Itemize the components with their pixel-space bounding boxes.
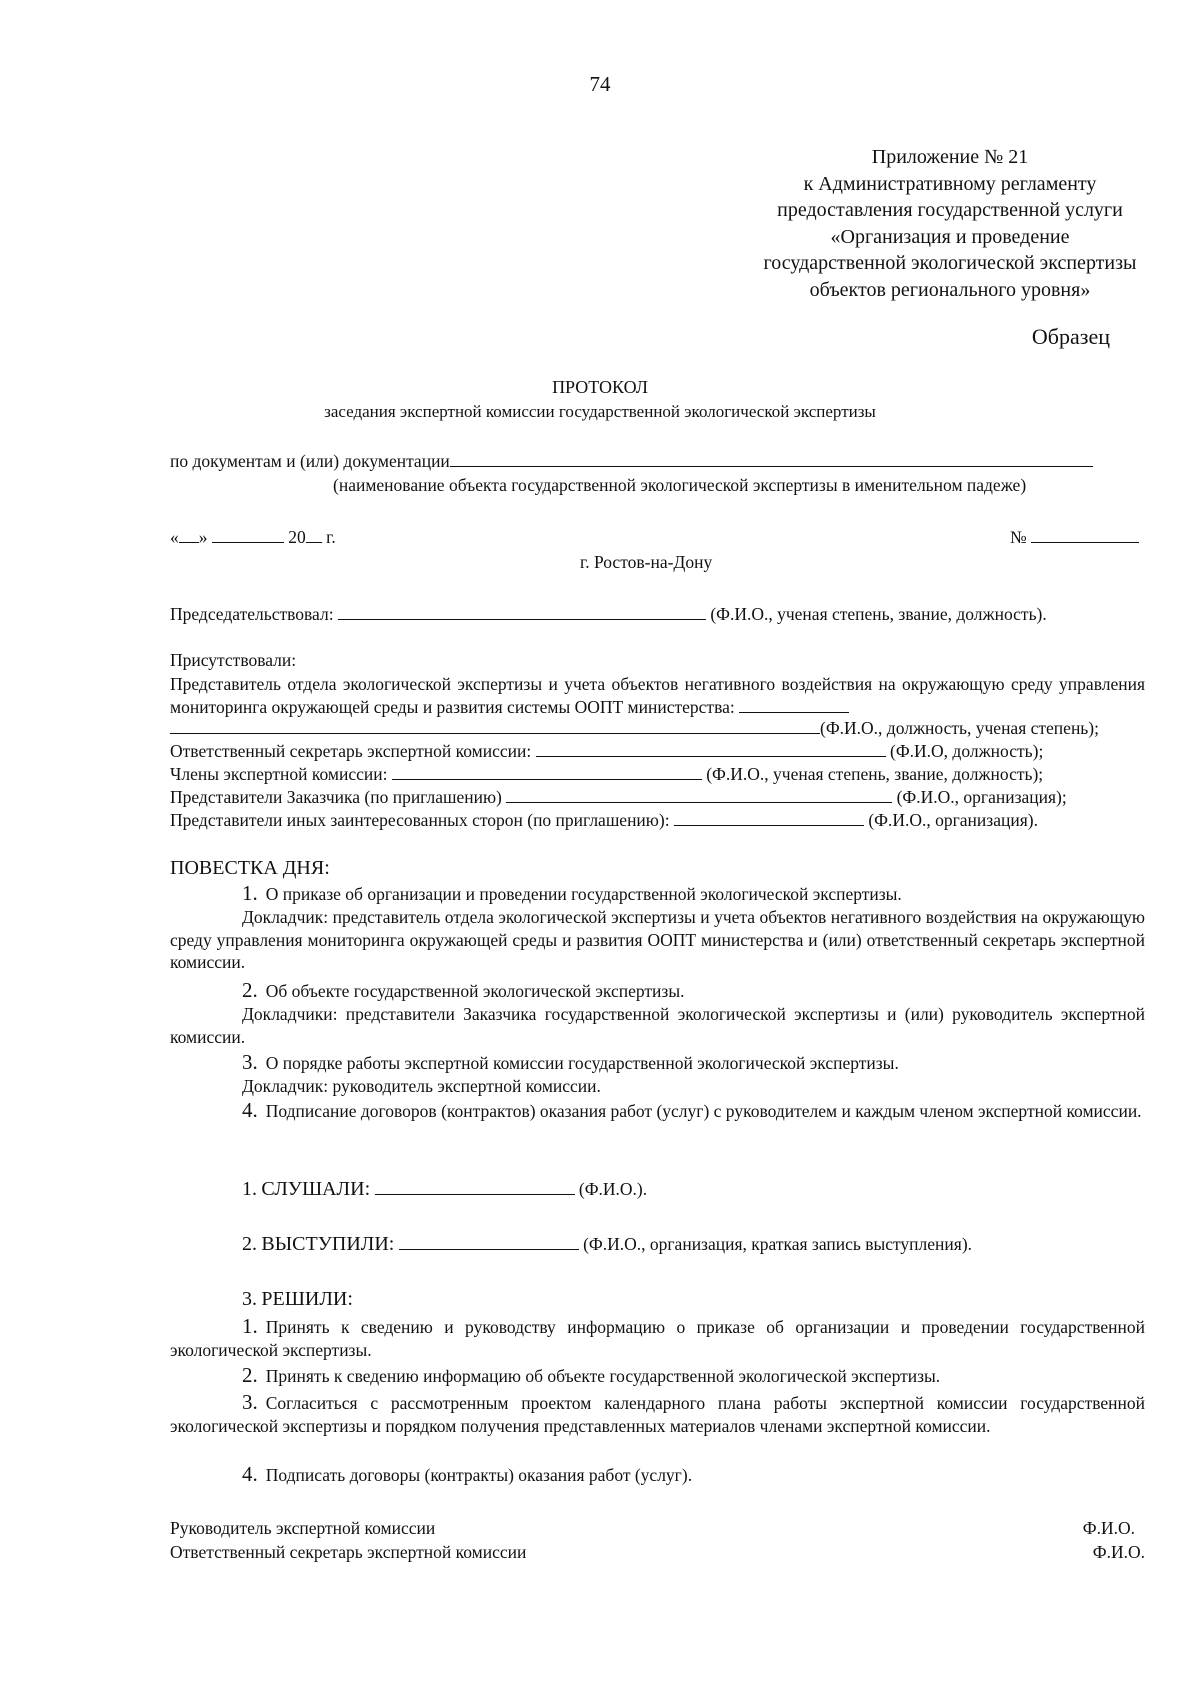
day-blank [179, 528, 199, 543]
agenda-speaker: Докладчик: руководитель экспертной комиссии. [242, 1076, 601, 1096]
number-label: № [1010, 527, 1027, 547]
customer-blank [506, 788, 892, 803]
decision-item [170, 1315, 1145, 1361]
customer-label: Представители Заказчика (по приглашению) [170, 787, 502, 807]
heard-blank [375, 1180, 575, 1195]
appendix-line: объектов регионального уровня» [809, 278, 1091, 301]
decision-text: Принять к сведению информацию об объекте государственной экологической экспертизы. [265, 1366, 941, 1386]
sample-label: Образец [1031, 324, 1110, 349]
others-hint: (Ф.И.О., организация). [868, 810, 1038, 830]
year-blank [306, 528, 322, 543]
docs-blank [450, 452, 1093, 467]
others-blank [674, 811, 864, 826]
heard-hint: (Ф.И.О.). [578, 1179, 648, 1199]
document-title: ПРОТОКОЛ [552, 377, 648, 397]
signature-role: Ответственный секретарь экспертной комиссии [170, 1542, 527, 1562]
heard-line [242, 1178, 647, 1201]
chaired-line [170, 604, 1047, 625]
decision-item [170, 1364, 1145, 1388]
date-quote-close: » [198, 527, 208, 547]
docs-hint: (наименование объекта государственной экологической экспертизы в именительном падеже) [333, 475, 1027, 495]
spoke-blank [399, 1235, 579, 1250]
agenda-heading: ПОВЕСТКА ДНЯ: [170, 857, 330, 879]
representative-blank-b [170, 719, 820, 734]
agenda-item-text: Об объекте государственной экологической экспертизы. [265, 981, 685, 1001]
agenda-item [170, 979, 1145, 1003]
decided-line [242, 1288, 353, 1311]
appendix-line: Приложение № 21 [871, 146, 1029, 168]
spoke-line [242, 1233, 972, 1256]
year-suffix: г. [326, 527, 336, 547]
heard-label: СЛУШАЛИ: [261, 1178, 371, 1200]
agenda-item [170, 1099, 1145, 1123]
customer-line [170, 787, 1067, 808]
chaired-blank [338, 605, 706, 620]
agenda-speaker: Докладчики: представители Заказчика государственной экологической экспертизы и (или) руководитель экспертной комиссии. [170, 1004, 1145, 1047]
decision-number: 2. [242, 1363, 258, 1387]
chaired-hint: (Ф.И.О., ученая степень, звание, должность). [710, 604, 1047, 624]
agenda-item-number: 2. [242, 978, 258, 1002]
appendix-line: государственной экологической экспертизы [763, 252, 1137, 274]
present-representative-text [170, 673, 1145, 719]
spoke-number: 2. [242, 1233, 257, 1255]
secretary-line [170, 741, 1043, 762]
date-line [170, 527, 336, 548]
spoke-label: ВЫСТУПИЛИ: [261, 1233, 395, 1255]
customer-hint: (Ф.И.О., организация); [896, 787, 1067, 807]
signature-role: Руководитель экспертной комиссии [170, 1518, 436, 1538]
agenda-item-text: О приказе об организации и проведении государственной экологической экспертизы. [265, 884, 902, 904]
agenda-speaker: Докладчик: представитель отдела экологической экспертизы и учета объектов негативного воздействия на окружающую среду управления мониторинга окружающей среды и развития ООПТ министерства и (или) ответственный секретарь экспертной комиссии. [170, 907, 1145, 972]
decision-text: Согласиться с рассмотренным проектом календарного плана работы экспертной комиссии государственной экологической экспертизы и порядком получения представленных материалов членами экспертной комиссии. [170, 1393, 1145, 1436]
representative-line [170, 718, 1099, 739]
agenda-item-number: 3. [242, 1050, 258, 1074]
page-number: 74 [589, 72, 611, 96]
appendix-line: «Организация и проведение [830, 225, 1070, 248]
agenda-item-text: Подписание договоров (контрактов) оказания работ (услуг) с руководителем и каждым членом экспертной комиссии. [265, 1101, 1142, 1121]
docs-line [170, 451, 1093, 472]
year-prefix: 20 [288, 527, 306, 547]
signature-row [170, 1542, 1145, 1563]
agenda-item [170, 882, 1145, 906]
document-subtitle: заседания экспертной комиссии государственной экологической экспертизы [324, 402, 876, 421]
representative-blank-a [739, 698, 849, 713]
decision-text: Принять к сведению и руководству информацию о приказе об организации и проведении государственной экологической экспертизы. [170, 1317, 1145, 1360]
decided-label: РЕШИЛИ: [261, 1288, 353, 1310]
spoke-hint: (Ф.И.О., организация, краткая запись выступления). [583, 1234, 973, 1254]
appendix-block [690, 144, 1200, 303]
secretary-label: Ответственный секретарь экспертной комиссии: [170, 741, 532, 761]
city: г. Ростов-на-Дону [580, 552, 713, 572]
decision-number: 1. [242, 1314, 258, 1338]
signature-name: Ф.И.О. [1082, 1518, 1135, 1538]
decision-text: Подписать договоры (контракты) оказания работ (услуг). [265, 1465, 693, 1485]
signature-row [170, 1518, 1145, 1539]
agenda-item-number: 1. [242, 881, 258, 905]
agenda-item-text: О порядке работы экспертной комиссии государственной экологической экспертизы. [265, 1053, 899, 1073]
others-line [170, 810, 1038, 831]
members-label: Члены экспертной комиссии: [170, 764, 388, 784]
agenda-item [170, 1051, 1145, 1075]
appendix-line: к Административному регламенту [803, 172, 1097, 195]
docs-label: по документам и (или) документации [170, 451, 450, 471]
number-line [1010, 527, 1139, 548]
appendix-line: предоставления государственной услуги [777, 199, 1123, 221]
signature-name: Ф.И.О. [1092, 1542, 1145, 1562]
date-quote-open: « [170, 527, 179, 547]
representative-text: Представитель отдела экологической экспертизы и учета объектов негативного воздействия на окружающую среду управления мониторинга окружающей среды и развития системы ООПТ министерства: [170, 674, 1145, 717]
chaired-label: Председательствовал: [170, 604, 334, 624]
decision-item [170, 1463, 1145, 1487]
members-blank [392, 765, 702, 780]
decided-number: 3. [242, 1288, 257, 1310]
agenda-item-number: 4. [242, 1098, 258, 1122]
decision-number: 3. [242, 1390, 258, 1414]
decision-number: 4. [242, 1462, 258, 1486]
representative-hint: (Ф.И.О., должность, ученая степень); [820, 718, 1099, 738]
others-label: Представители иных заинтересованных сторон (по приглашению): [170, 810, 670, 830]
secretary-blank [536, 742, 886, 757]
heard-number: 1. [242, 1178, 257, 1200]
members-hint: (Ф.И.О., ученая степень, звание, должность); [706, 764, 1044, 784]
secretary-hint: (Ф.И.О, должность); [890, 741, 1044, 761]
month-blank [212, 528, 284, 543]
present-heading: Присутствовали: [170, 650, 297, 670]
decision-item [170, 1391, 1145, 1437]
number-blank [1031, 528, 1139, 543]
members-line [170, 764, 1043, 785]
